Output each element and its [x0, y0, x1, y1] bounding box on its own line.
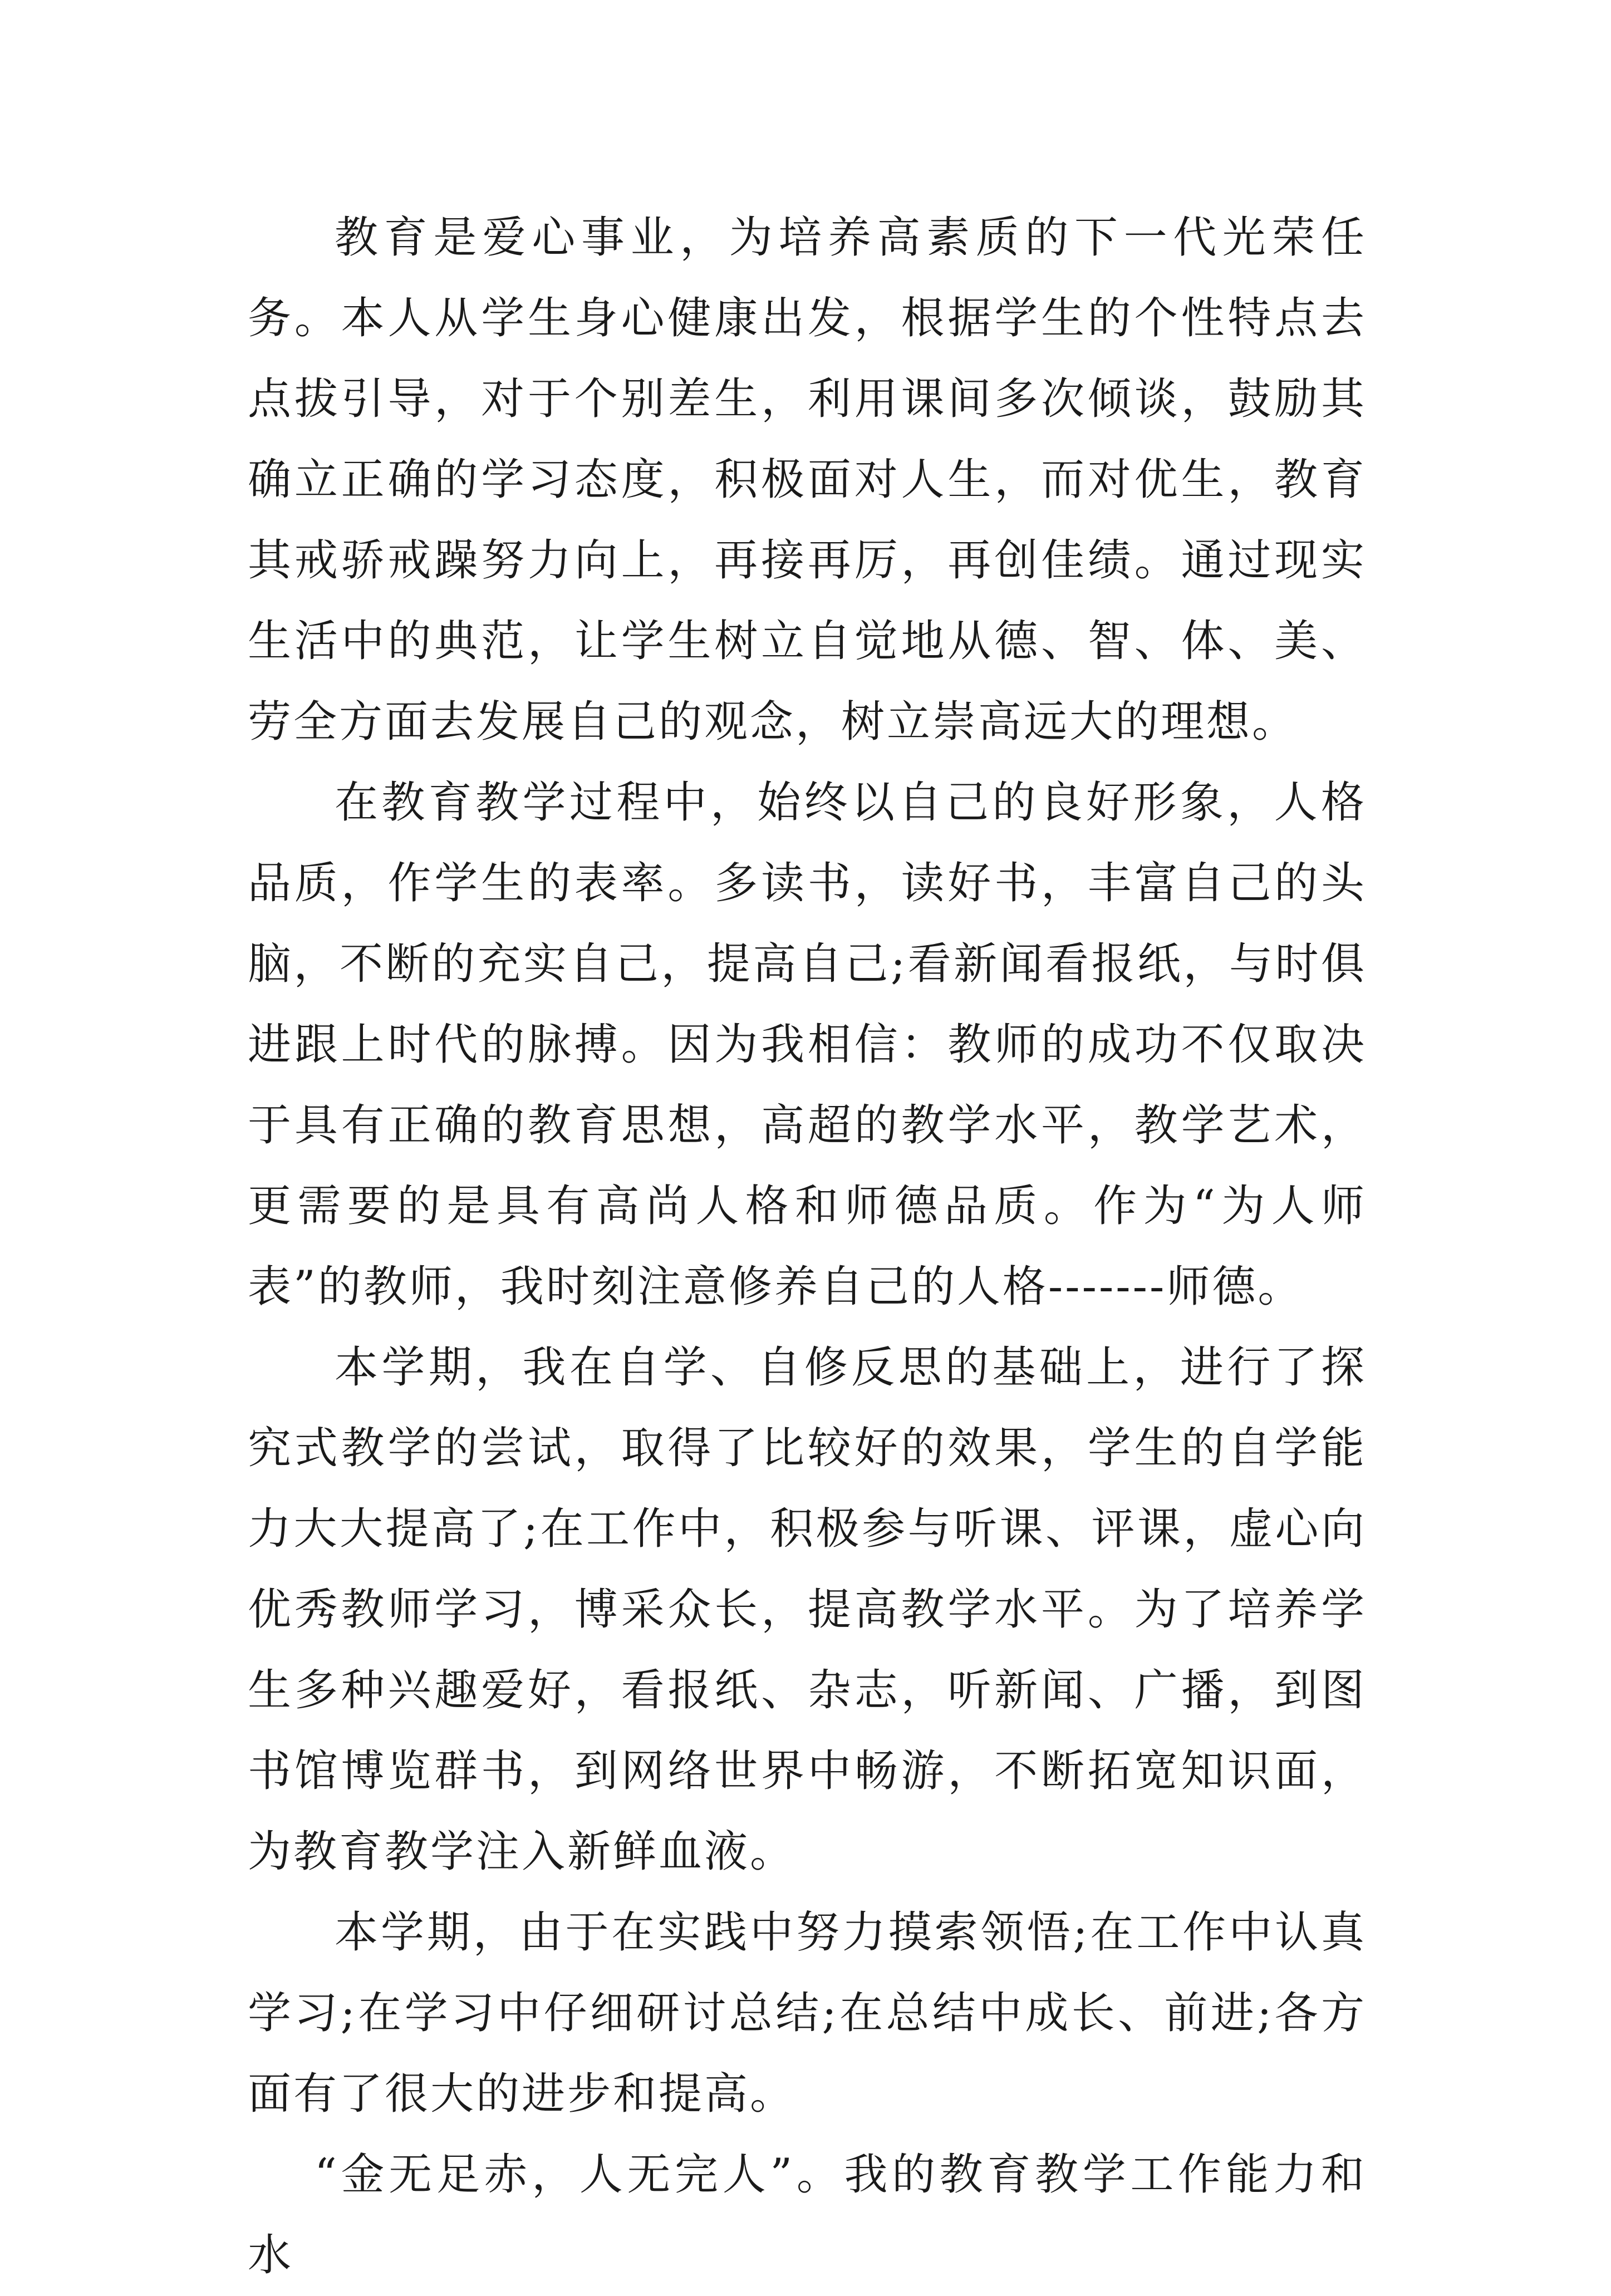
document-body — [248, 198, 1367, 2296]
paragraph-1: 教育是爱心事业，为培养高素质的下一代光荣任务。本人从学生身心健康出发，根据学生的个性特点去点拔引导，对于个别差生，利用课间多次倾谈，鼓励其确立正确的学习态度，积极面对人生，而对优生，教育其戒骄戒躁努力向上，再接再厉，再创佳绩。通过现实生活中的典范，让学生树立自觉地从德、智、体、美、劳全方面去发展自己的观念，树立崇高远大的理想。 — [248, 213, 1367, 747]
paragraph-3: 本学期，我在自学、自修反思的基础上，进行了探究式教学的尝试，取得了比较好的效果，学生的自学能力大大提高了;在工作中，积极参与听课、评课，虚心向优秀教师学习，博采众长，提高教学水平。为了培养学生多种兴趣爱好，看报纸、杂志，听新闻、广播，到图书馆博览群书，到网络世界中畅游，不断拓宽知识面，为教育教学注入新鲜血液。 — [248, 1343, 1367, 1877]
paragraph-5: “金无足赤，人无完人”。我的教育教学工作能力和水 — [248, 2150, 1367, 2280]
paragraph-4: 本学期，由于在实践中努力摸索领悟;在工作中认真学习;在学习中仔细研讨总结;在总结中成长、前进;各方面有了很大的进步和提高。 — [248, 1907, 1367, 2119]
paragraph-2: 在教育教学过程中，始终以自己的良好形象，人格品质，作学生的表率。多读书，读好书，丰富自己的头脑，不断的充实自己，提高自己;看新闻看报纸，与时俱进跟上时代的脉搏。因为我相信：教师的成功不仅取决于具有正确的教育思想，高超的教学水平，教学艺术，更需要的是具有高尚人格和师德品质。作为“为人师表”的教师，我时刻注意修养自己的人格-------师德。 — [248, 778, 1367, 1312]
